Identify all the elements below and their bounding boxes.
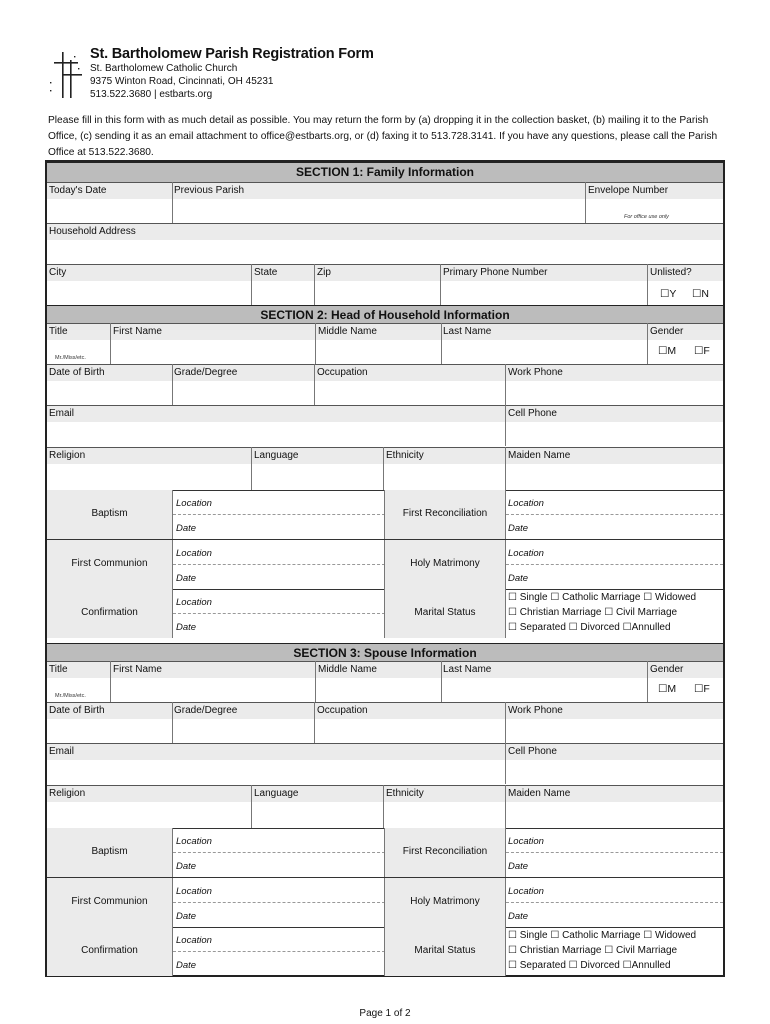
- city-label: City: [49, 267, 67, 278]
- form-header: [48, 44, 748, 114]
- section-3-baptism-label: Baptism: [91, 846, 128, 857]
- office-use-note: For office use only: [624, 214, 669, 220]
- section-2-confirmation-date-field[interactable]: [173, 614, 384, 638]
- row-band: [47, 264, 723, 281]
- section-3-first-communion-date-field[interactable]: [173, 903, 384, 927]
- divider: [172, 878, 173, 927]
- section-3-holy-matrimony-label: Holy Matrimony: [410, 895, 480, 907]
- section-3-holy-matrimony-date-label: Date: [508, 910, 529, 922]
- section-2-dob-label: Date of Birth: [49, 367, 105, 378]
- dashed-divider: [173, 564, 385, 565]
- section-2-email-field[interactable]: [47, 422, 504, 446]
- section-3-language-field[interactable]: [252, 802, 383, 828]
- section-3-confirmation-location-field[interactable]: [173, 927, 384, 951]
- section-3-baptism-location-label: Location: [176, 836, 212, 847]
- divider: [172, 927, 173, 976]
- section-2-holy-matrimony-location-field[interactable]: [506, 540, 723, 564]
- section-2-language-label: Language: [254, 450, 299, 461]
- section-2-cell-phone-field[interactable]: [506, 422, 723, 446]
- divider: [172, 364, 173, 405]
- divider: [505, 927, 506, 976]
- section-2-first-communion-label: First Communion: [71, 557, 148, 569]
- divider: [505, 540, 506, 589]
- section-2-occupation-field[interactable]: [315, 381, 505, 405]
- section-3-cell-phone-field[interactable]: [506, 760, 723, 784]
- row-band: [47, 447, 723, 464]
- unlisted-no-checkbox[interactable]: ☐N: [692, 288, 709, 300]
- section-3-cell-phone-label: Cell Phone: [508, 746, 557, 757]
- section-3-marital-status-options-1[interactable]: ☐ Single ☐ Catholic Marriage ☐ Widowed: [508, 930, 697, 941]
- section-2-baptism-location-label: Location: [176, 498, 212, 509]
- divider: [251, 785, 252, 828]
- section-3-title-label: Title: [49, 664, 68, 675]
- section-2-middle-name-field[interactable]: [316, 340, 440, 364]
- section-2-title-hint: Mr./Miss/etc.: [55, 355, 86, 361]
- section-3-first-reconciliation-location-label: Location: [508, 836, 544, 847]
- section-3-first-reconciliation-location-field[interactable]: [506, 828, 723, 852]
- section-2-marital-status-label: Marital Status: [414, 607, 476, 618]
- section-2-first-reconciliation-location-label: Location: [508, 498, 544, 509]
- divider: [172, 182, 173, 223]
- section-2-first-communion-location-field[interactable]: [173, 540, 384, 564]
- section-2-grade-field[interactable]: [173, 381, 314, 405]
- form-title: St. Bartholomew Parish Registration Form: [90, 46, 374, 62]
- section-3-first-communion-location-field[interactable]: [173, 878, 384, 902]
- section-2-marital-status-options-2[interactable]: ☐ Christian Marriage ☐ Civil Marriage: [508, 607, 678, 618]
- divider: [384, 828, 385, 877]
- section-2-first-reconciliation-date-label: Date: [508, 523, 529, 534]
- section-3-baptism-location-field[interactable]: [173, 828, 384, 852]
- church-contact: 513.522.3680 | estbarts.org: [90, 89, 213, 100]
- section-2-first-reconciliation-date-field[interactable]: [506, 515, 723, 539]
- dashed-divider: [506, 564, 723, 565]
- cross-logo-icon: [48, 48, 84, 98]
- section-3-dob-label: Date of Birth: [49, 705, 105, 716]
- section-3-last-name-label: Last Name: [443, 664, 492, 675]
- registration-form: [45, 160, 725, 977]
- divider: [110, 661, 111, 702]
- previous-parish-label: Previous Parish: [174, 185, 245, 196]
- dashed-divider: [506, 852, 723, 853]
- section-2-first-communion-date-label: Date: [176, 572, 197, 584]
- previous-parish-field[interactable]: [173, 199, 585, 223]
- section-2-holy-matrimony-date-field[interactable]: [506, 565, 723, 589]
- section-3-gender-label: Gender: [650, 664, 684, 675]
- dashed-divider: [173, 951, 385, 952]
- section-3-baptism-date-field[interactable]: [173, 853, 384, 877]
- section-2-baptism-label: Baptism: [91, 508, 128, 519]
- section-3-middle-name-label: Middle Name: [318, 664, 377, 675]
- section-2-cell-phone-label: Cell Phone: [508, 408, 557, 419]
- divider: [383, 785, 384, 828]
- section-3-religion-field[interactable]: [47, 802, 251, 828]
- section-3-work-phone-label: Work Phone: [508, 705, 563, 716]
- section-2-baptism-date-field[interactable]: [173, 515, 384, 539]
- section-2-baptism-location-field[interactable]: [173, 490, 384, 514]
- dashed-divider: [173, 613, 385, 614]
- divider: [505, 490, 506, 539]
- section-3-occupation-field[interactable]: [315, 719, 505, 743]
- divider: [441, 323, 442, 364]
- section-3-first-communion-location-label: Location: [176, 885, 212, 897]
- divider: [314, 364, 315, 405]
- divider: [315, 323, 316, 364]
- section-2-maiden-name-label: Maiden Name: [508, 450, 571, 461]
- section-2-gender-m-checkbox[interactable]: ☐M: [658, 345, 677, 357]
- divider: [384, 927, 385, 976]
- divider: [251, 447, 252, 490]
- section-2-title-label: Title: [49, 326, 68, 337]
- section-3-first-communion-label: First Communion: [71, 895, 148, 907]
- section-3-confirmation-date-label: Date: [176, 960, 197, 971]
- section-3-gender-f-checkbox[interactable]: ☐F: [694, 683, 710, 695]
- zip-field[interactable]: [315, 281, 440, 305]
- primary-phone-label: Primary Phone Number: [443, 267, 548, 278]
- section-3-confirmation-label: Confirmation: [81, 945, 138, 956]
- section-2-confirmation-label: Confirmation: [81, 607, 138, 618]
- section-2-work-phone-label: Work Phone: [508, 367, 563, 378]
- section-2-language-field[interactable]: [252, 464, 383, 490]
- section-2-marital-status-options-1[interactable]: ☐ Single ☐ Catholic Marriage ☐ Widowed: [508, 592, 697, 603]
- section-2-gender-label: Gender: [650, 326, 684, 337]
- envelope-number-label: Envelope Number: [588, 185, 669, 196]
- divider: [585, 182, 586, 223]
- section-2-confirmation-location-label: Location: [176, 597, 212, 608]
- section-2-last-name-label: Last Name: [443, 326, 492, 337]
- section-3-middle-name-field[interactable]: [316, 678, 440, 702]
- section-3-grade-label: Grade/Degree: [174, 705, 238, 716]
- row-band: [47, 364, 723, 381]
- church-address: 9375 Winton Road, Cincinnati, OH 45231: [90, 76, 274, 87]
- section-3-first-name-label: First Name: [113, 664, 162, 675]
- section-3-first-reconciliation-date-field[interactable]: [506, 853, 723, 877]
- church-name: St. Bartholomew Catholic Church: [90, 63, 238, 74]
- divider: [172, 589, 173, 638]
- section-3-first-reconciliation-date-label: Date: [508, 861, 529, 872]
- divider: [647, 661, 648, 702]
- unlisted-yes-checkbox[interactable]: ☐Y: [660, 288, 677, 300]
- dashed-divider: [173, 514, 385, 515]
- section-2-email-label: Email: [49, 408, 75, 419]
- divider: [251, 264, 252, 305]
- divider: [314, 264, 315, 305]
- section-2-first-name-label: First Name: [113, 326, 162, 337]
- dashed-divider: [173, 902, 385, 903]
- section-3-grade-field[interactable]: [173, 719, 314, 743]
- section-3-ethnicity-label: Ethnicity: [386, 788, 424, 799]
- section-3-title-hint: Mr./Miss/etc.: [55, 693, 86, 699]
- section-3-email-label: Email: [49, 746, 75, 757]
- divider: [384, 589, 385, 638]
- dashed-divider: [173, 852, 385, 853]
- section-3-confirmation-date-field[interactable]: [173, 952, 384, 976]
- row-band: [47, 743, 723, 760]
- section-2-middle-name-label: Middle Name: [318, 326, 377, 337]
- divider: [384, 878, 385, 927]
- section-2-last-name-field[interactable]: [442, 340, 647, 364]
- section-2-first-reconciliation-label: First Reconciliation: [402, 508, 488, 519]
- divider: [440, 264, 441, 305]
- section-3-heading: SECTION 3: Spouse Information: [47, 643, 723, 662]
- section-2-first-communion-location-label: Location: [176, 547, 212, 559]
- divider: [505, 743, 506, 784]
- section-2-holy-matrimony-label: Holy Matrimony: [410, 557, 480, 569]
- divider: [505, 702, 506, 743]
- divider: [647, 323, 648, 364]
- divider: [172, 540, 173, 589]
- row-band: [47, 405, 723, 422]
- section-2-baptism-date-label: Date: [176, 523, 197, 534]
- section-2-religion-field[interactable]: [47, 464, 251, 490]
- todays-date-label: Today's Date: [49, 185, 107, 196]
- section-2-marital-status-options-3[interactable]: ☐ Separated ☐ Divorced ☐Annulled: [508, 622, 671, 633]
- divider: [172, 828, 173, 877]
- row-band: [47, 223, 723, 240]
- section-2-occupation-label: Occupation: [317, 367, 368, 378]
- section-3-confirmation-location-label: Location: [176, 935, 212, 946]
- section-2-grade-label: Grade/Degree: [174, 367, 238, 378]
- todays-date-field[interactable]: [47, 199, 172, 223]
- section-3-baptism-date-label: Date: [176, 861, 197, 872]
- divider: [384, 540, 385, 589]
- section-2-first-name-field[interactable]: [111, 340, 315, 364]
- dashed-divider: [506, 902, 723, 903]
- section-3-email-field[interactable]: [47, 760, 504, 784]
- state-label: State: [254, 267, 278, 278]
- section-3-first-communion-date-label: Date: [176, 910, 197, 922]
- divider: [384, 490, 385, 539]
- household-address-field[interactable]: [47, 240, 723, 264]
- section-2-dob-field[interactable]: [47, 381, 172, 405]
- section-2-confirmation-location-field[interactable]: [173, 589, 384, 613]
- section-3-religion-label: Religion: [49, 788, 86, 799]
- section-3-gender-m-checkbox[interactable]: ☐M: [658, 683, 677, 695]
- section-3-occupation-label: Occupation: [317, 705, 368, 716]
- section-2-maiden-name-field[interactable]: [506, 464, 723, 490]
- divider: [505, 364, 506, 405]
- divider: [172, 490, 173, 539]
- section-2-gender-f-checkbox[interactable]: ☐F: [694, 345, 710, 357]
- divider: [383, 447, 384, 490]
- divider: [505, 785, 506, 828]
- section-1-heading: SECTION 1: Family Information: [47, 162, 723, 183]
- divider: [441, 661, 442, 702]
- section-3-marital-status-options-2[interactable]: ☐ Christian Marriage ☐ Civil Marriage: [508, 945, 678, 956]
- intro-paragraph: Please fill in this form with as much detail as possible. You may return the form by (a) dropping it in the collection basket, (b) mailing it to the Parish Office, (c) sending it as an email attachment to office@estbarts.org, or (d) faxing it to 513.728.3141. If you have any questions, please call the Parish Office at 513.522.3680.: [48, 115, 718, 158]
- section-3-language-label: Language: [254, 788, 299, 799]
- section-3-work-phone-field[interactable]: [506, 719, 723, 743]
- section-2-religion-label: Religion: [49, 450, 86, 461]
- row-band: [47, 785, 723, 802]
- section-2-first-communion-date-field[interactable]: [173, 565, 384, 589]
- section-2-work-phone-field[interactable]: [506, 381, 723, 405]
- divider: [172, 702, 173, 743]
- section-3-marital-status-options-3[interactable]: ☐ Separated ☐ Divorced ☐Annulled: [508, 960, 671, 971]
- primary-phone-field[interactable]: [441, 281, 647, 305]
- section-2-ethnicity-label: Ethnicity: [386, 450, 424, 461]
- section-2-ethnicity-field[interactable]: [384, 464, 504, 490]
- section-3-marital-status-label: Marital Status: [414, 945, 476, 956]
- section-3-maiden-name-field[interactable]: [506, 802, 723, 828]
- divider: [315, 661, 316, 702]
- section-2-holy-matrimony-location-label: Location: [508, 547, 544, 559]
- row-band: [47, 702, 723, 719]
- section-3-holy-matrimony-location-field[interactable]: [506, 878, 723, 902]
- divider: [505, 589, 506, 638]
- section-3-ethnicity-field[interactable]: [384, 802, 504, 828]
- divider: [505, 828, 506, 877]
- divider: [505, 405, 506, 446]
- divider: [647, 264, 648, 305]
- state-field[interactable]: [252, 281, 314, 305]
- section-3-dob-field[interactable]: [47, 719, 172, 743]
- zip-label: Zip: [317, 267, 331, 278]
- section-2-heading: SECTION 2: Head of Household Information: [47, 305, 723, 324]
- section-2-confirmation-date-label: Date: [176, 622, 197, 633]
- section-2-holy-matrimony-date-label: Date: [508, 572, 529, 584]
- household-address-label: Household Address: [49, 226, 136, 237]
- section-2-first-reconciliation-location-field[interactable]: [506, 490, 723, 514]
- divider: [505, 447, 506, 490]
- divider: [505, 878, 506, 927]
- dashed-divider: [506, 514, 723, 515]
- divider: [314, 702, 315, 743]
- divider: [110, 323, 111, 364]
- city-field[interactable]: [47, 281, 251, 305]
- section-3-holy-matrimony-location-label: Location: [508, 885, 544, 897]
- section-3-holy-matrimony-date-field[interactable]: [506, 903, 723, 927]
- section-3-first-name-field[interactable]: [111, 678, 315, 702]
- section-3-first-reconciliation-label: First Reconciliation: [402, 846, 488, 857]
- section-3-maiden-name-label: Maiden Name: [508, 788, 571, 799]
- unlisted-label: Unlisted?: [650, 267, 692, 278]
- page-number: Page 1 of 2: [359, 1008, 411, 1019]
- section-3-last-name-field[interactable]: [442, 678, 647, 702]
